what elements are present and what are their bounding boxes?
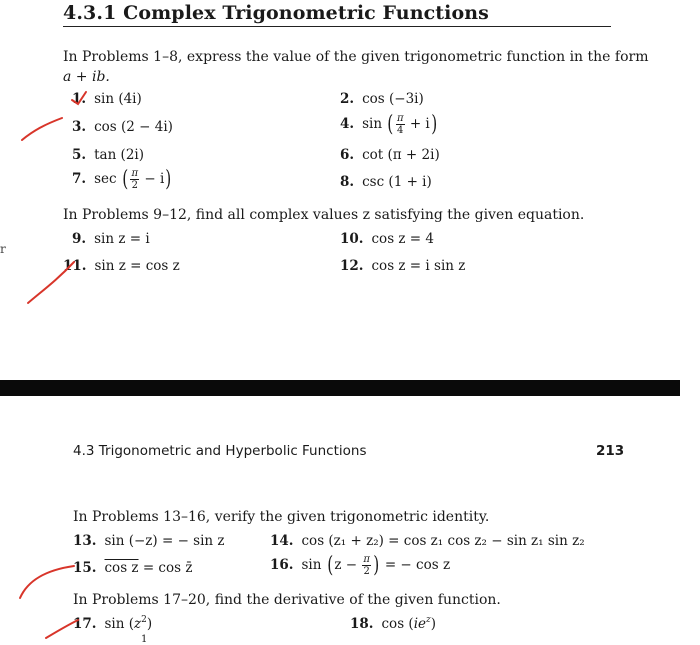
- problem-11: [63, 258, 180, 274]
- problem-number: 8.: [340, 174, 355, 190]
- problem-superscript: 2: [141, 615, 147, 625]
- cutoff-glyph: 1: [141, 634, 148, 645]
- problem-number: 18.: [350, 616, 374, 632]
- problem-rhs: = − cos z: [384, 557, 451, 573]
- problem-number: 12.: [340, 258, 364, 274]
- problem-13: [73, 533, 225, 549]
- fraction-numerator: π: [363, 554, 370, 565]
- problem-17: 17. $\sin (z^2)$: [73, 615, 153, 632]
- problem-expression: tan (2i): [94, 147, 144, 163]
- problem-8: [340, 174, 432, 190]
- problem-expression: cos (z₁ + z₂) = cos z₁ cos z₂ − sin z₁ sin z₂: [301, 533, 585, 549]
- page-number: 213: [596, 443, 625, 459]
- page-gap-band: [0, 380, 700, 396]
- left-paren: (: [327, 552, 334, 578]
- problem-number: 5.: [72, 147, 87, 163]
- problem-7: [72, 168, 173, 191]
- problem-3: [72, 119, 173, 135]
- intro-problems-17-20: In Problems 17–20, find the derivative of the given function.: [73, 592, 501, 608]
- problem-6: [340, 147, 440, 163]
- intro-problems-13-16: In Problems 13–16, verify the given trigonometric identity.: [73, 509, 490, 525]
- problem-14: [270, 533, 585, 549]
- left-paren: (: [122, 166, 129, 192]
- problem-function: sin: [104, 616, 125, 632]
- problem-number: 14.: [270, 533, 294, 549]
- conjugate-lhs: cos z: [104, 560, 139, 576]
- problem-12: [340, 258, 465, 274]
- problem-number: 17.: [73, 616, 97, 632]
- problem-16: [270, 554, 450, 577]
- problem-tail: − i: [144, 171, 165, 187]
- problem-expression: cot (π + 2i): [362, 147, 440, 163]
- problem-number: 16.: [270, 557, 294, 573]
- problem-expression: cos z = i sin z: [371, 258, 466, 274]
- right-margin-strip: [680, 0, 700, 644]
- problem-expression: sin (4i): [94, 91, 142, 107]
- problem-4: [340, 113, 438, 136]
- problem-expression: cos z = 4: [371, 231, 435, 247]
- problem-number: 4.: [340, 116, 355, 132]
- intro-line-2: a + ib.: [63, 69, 110, 85]
- problem-number: 2.: [340, 91, 355, 107]
- fraction-denominator: 2: [363, 566, 370, 577]
- problem-tail: + i: [409, 116, 430, 132]
- problem-10: [340, 231, 434, 247]
- problem-2: [340, 91, 424, 107]
- section-title: 4.3.1 Complex Trigonometric Functions: [63, 2, 489, 24]
- running-head-title: 4.3 Trigonometric and Hyperbolic Functions: [73, 443, 367, 459]
- problem-number: 15.: [73, 560, 97, 576]
- problem-5: [72, 147, 144, 163]
- problem-pre: z −: [334, 557, 358, 573]
- problem-number: 13.: [73, 533, 97, 549]
- fraction: [396, 113, 405, 136]
- problem-number: 1.: [72, 91, 87, 107]
- edge-text-fragment: r: [0, 242, 6, 256]
- problem-9: [72, 231, 150, 247]
- problem-number: 9.: [72, 231, 87, 247]
- problem-superscript: z: [426, 615, 431, 625]
- problem-expression: sin z = i: [94, 231, 150, 247]
- problem-function: cos: [381, 616, 405, 632]
- problem-15: [73, 560, 192, 576]
- problem-expression: csc (1 + i): [362, 174, 432, 190]
- problem-expression: cos (−3i): [362, 91, 424, 107]
- problem-function: sin: [301, 557, 322, 573]
- problem-number: 10.: [340, 231, 364, 247]
- problem-expression: sin z = cos z: [94, 258, 180, 274]
- problem-argument: z: [134, 616, 142, 632]
- problem-1: [72, 91, 142, 107]
- intro-problems-9-12: In Problems 9–12, find all complex values z satisfying the given equation.: [63, 207, 585, 223]
- fraction: [130, 168, 139, 191]
- problem-18: 18. $\cos (ie^z)$: [350, 615, 437, 632]
- fraction: [362, 554, 371, 577]
- fraction-numerator: π: [396, 113, 404, 124]
- problem-number: 7.: [72, 171, 87, 187]
- right-paren: ): [373, 552, 380, 578]
- problem-argument: ie: [413, 616, 426, 632]
- problem-rhs: = cos z̄: [142, 560, 193, 576]
- problem-number: 3.: [72, 119, 87, 135]
- title-rule: [63, 26, 611, 27]
- intro-line-1: In Problems 1–8, express the value of the given trigonometric function in the form: [63, 49, 649, 65]
- problem-number: 6.: [340, 147, 355, 163]
- problem-function: sec: [94, 171, 117, 187]
- problem-expression: sin (−z) = − sin z: [104, 533, 225, 549]
- intro-problems-1-8: [63, 47, 648, 87]
- problem-number: 11.: [63, 258, 87, 274]
- fraction-denominator: 4: [397, 125, 404, 136]
- problem-expression: cos (2 − 4i): [94, 119, 173, 135]
- fraction-numerator: π: [131, 168, 139, 179]
- left-paren: (: [387, 111, 394, 137]
- right-paren: ): [431, 111, 438, 137]
- right-paren: ): [165, 166, 172, 192]
- fraction-denominator: 2: [131, 180, 138, 191]
- problem-function: sin: [362, 116, 383, 132]
